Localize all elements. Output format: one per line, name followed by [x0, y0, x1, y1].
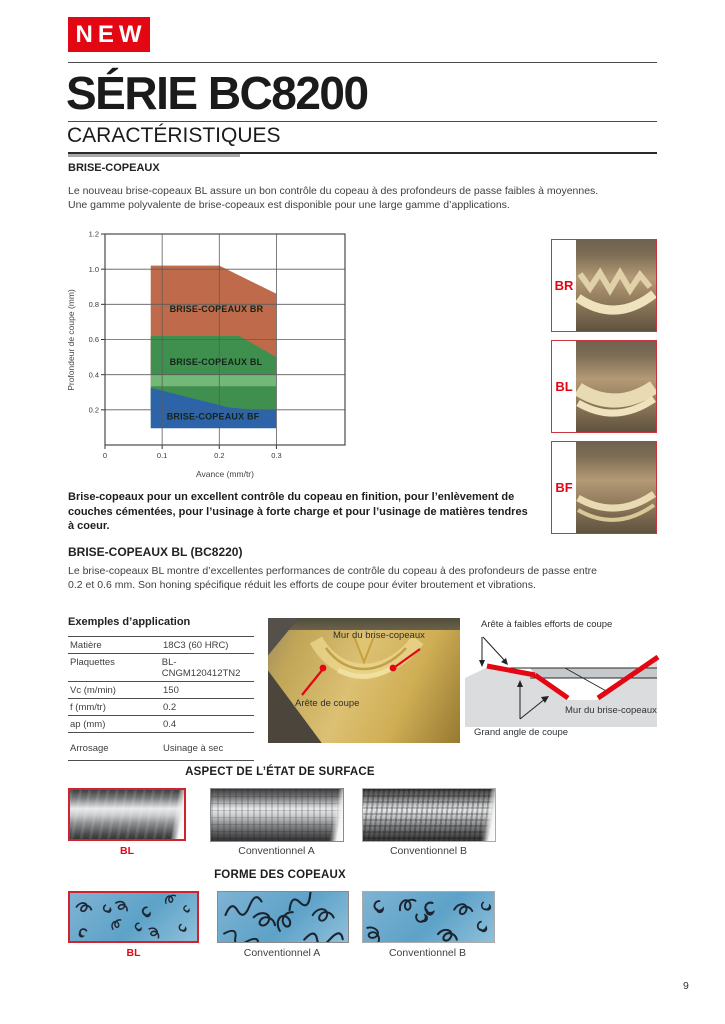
- page-number: 9: [683, 980, 689, 992]
- surface-photo-conv-b: [362, 788, 496, 842]
- chips-photo-conv-a: [217, 891, 349, 943]
- bl-paragraph: [68, 564, 668, 592]
- intro-line: Une gamme polyvalente de brise-copeaux est disponible pour une large gamme d’applications.: [68, 199, 510, 211]
- chips-photo-conv-b: [362, 891, 495, 943]
- row-value: BL-CNGM120412TN2: [161, 657, 241, 679]
- insert-photo-bl: [576, 341, 656, 432]
- surface-label-bl: BL: [120, 845, 134, 857]
- row-label: Matière: [70, 640, 102, 651]
- divider: [68, 62, 657, 63]
- highlight-paragraph: [68, 490, 554, 534]
- section-heading-brise-copeaux: BRISE-COPEAUX: [68, 162, 160, 174]
- turned-surface-graphic: [211, 789, 343, 841]
- section-heading-bl: BRISE-COPEAUX BL (BC8220): [68, 545, 243, 559]
- wall-annotation: Mur du brise-copeaux: [333, 630, 425, 641]
- turned-surface-graphic: [70, 790, 184, 839]
- edge-annotation: Arête de coupe: [295, 698, 360, 709]
- insert-photo-label: BF: [555, 480, 573, 495]
- row-label: f (mm/tr): [70, 702, 106, 713]
- surface-label-conv-b: Conventionnel B: [389, 845, 468, 857]
- page-subtitle: CARACTÉRISTIQUES: [67, 124, 281, 147]
- table-row: [68, 681, 254, 698]
- chipbreaker-ridge-graphic: [576, 240, 656, 331]
- insert-render-photo: [268, 618, 460, 743]
- surface-photo-bl: [68, 788, 186, 841]
- surface-photo-conv-a: [210, 788, 344, 842]
- svg-text:0.3: 0.3: [271, 451, 282, 460]
- breaker-wall-label: Mur du brise-copeaux: [565, 705, 657, 716]
- svg-text:0.8: 0.8: [89, 299, 99, 309]
- new-badge: NEW: [68, 17, 150, 52]
- svg-text:BRISE-COPEAUX BR: BRISE-COPEAUX BR: [169, 304, 264, 315]
- svg-text:0.6: 0.6: [89, 335, 99, 345]
- chips-label-conv-a: Conventionnel A: [243, 947, 321, 959]
- chips-label-bl: BL: [126, 947, 141, 959]
- chips-graphic: [218, 892, 348, 942]
- insert-photo-bf: [576, 442, 656, 533]
- subtitle-bar: [68, 154, 240, 157]
- highlight-line: couches cémentées, pour l’usinage à forte charge et pour l’usinage de matières tendres: [68, 505, 528, 518]
- chips-photo-bl: [68, 891, 199, 943]
- row-value: 150: [163, 685, 179, 696]
- chart-y-axis-label: Profondeur de coupe (mm): [66, 289, 76, 391]
- turned-surface-graphic: [363, 789, 495, 841]
- rake-angle-label: Grand angle de coupe: [474, 727, 569, 738]
- chip-breaker-chart: [58, 228, 388, 483]
- table-row: [68, 698, 254, 715]
- row-value: 0.4: [163, 719, 177, 730]
- table-row: [68, 636, 254, 653]
- chipbreaker-ridge-graphic: [576, 442, 656, 533]
- bl-line: 0.2 et 0.6 mm. Son honing spécifique réduit les efforts de coupe pour éviter broutement et vibrations.: [68, 579, 536, 591]
- svg-text:BRISE-COPEAUX BF: BRISE-COPEAUX BF: [166, 411, 260, 422]
- bl-line: Le brise-copeaux BL montre d’excellentes performances de contrôle du copeau à des profondeurs de passe entre: [68, 565, 598, 577]
- row-label: ap (mm): [70, 719, 106, 730]
- table-row: [68, 653, 254, 681]
- surface-label-conv-a: Conventionnel A: [238, 845, 315, 857]
- chart-plot: [89, 230, 379, 470]
- svg-text:0.2: 0.2: [89, 405, 99, 415]
- intro-line: Le nouveau brise-copeaux BL assure un bon contrôle du copeau à des profondeurs de passe faibles à moyennes.: [68, 185, 599, 197]
- row-label: Vc (m/min): [70, 685, 116, 696]
- svg-text:0: 0: [102, 451, 108, 460]
- insert-photo-label: BR: [554, 278, 574, 293]
- chips-section-title: FORME DES COPEAUX: [214, 869, 346, 881]
- page-title: SÉRIE BC8200: [66, 67, 368, 119]
- edge-low-force-label: Arête à faibles efforts de coupe: [481, 619, 613, 630]
- examples-title: Exemples d’application: [68, 616, 191, 628]
- chart-x-axis-label: Avance (mm/tr): [196, 469, 254, 479]
- chips-graphic: [363, 892, 494, 942]
- row-value: Usinage à sec: [163, 743, 224, 754]
- chips-graphic: [70, 893, 197, 941]
- row-value: 18C3 (60 HRC): [163, 640, 229, 651]
- insert-photo-card-bf: [551, 441, 657, 534]
- row-label: Arrosage: [70, 743, 109, 754]
- highlight-line: Brise-copeaux pour un excellent contrôle du copeau en finition, pour l’enlèvement de: [68, 491, 515, 503]
- row-label: Plaquettes: [70, 657, 115, 668]
- row-value: 0.2: [163, 702, 177, 713]
- svg-text:1.0: 1.0: [89, 264, 99, 274]
- table-row: [68, 732, 254, 760]
- insert-photo-card-br: [551, 239, 657, 332]
- insert-photo-br: [576, 240, 656, 331]
- svg-text:0.1: 0.1: [156, 451, 168, 460]
- svg-text:0.4: 0.4: [89, 370, 99, 380]
- svg-text:0.2: 0.2: [214, 451, 225, 460]
- divider: [68, 121, 657, 122]
- insert-photo-label: BL: [555, 379, 573, 394]
- table-row: [68, 715, 254, 732]
- svg-text:BRISE-COPEAUX BL: BRISE-COPEAUX BL: [169, 356, 263, 367]
- svg-text:1.2: 1.2: [89, 230, 99, 239]
- surface-section-title: ASPECT DE L’ÉTAT DE SURFACE: [185, 766, 375, 778]
- highlight-line: à coeur.: [68, 520, 110, 532]
- insert-photo-card-bl: [551, 340, 657, 433]
- intro-paragraph: [68, 184, 668, 212]
- examples-table: [68, 636, 254, 761]
- chips-label-conv-b: Conventionnel B: [388, 947, 467, 959]
- chipbreaker-ridge-graphic: [576, 341, 656, 432]
